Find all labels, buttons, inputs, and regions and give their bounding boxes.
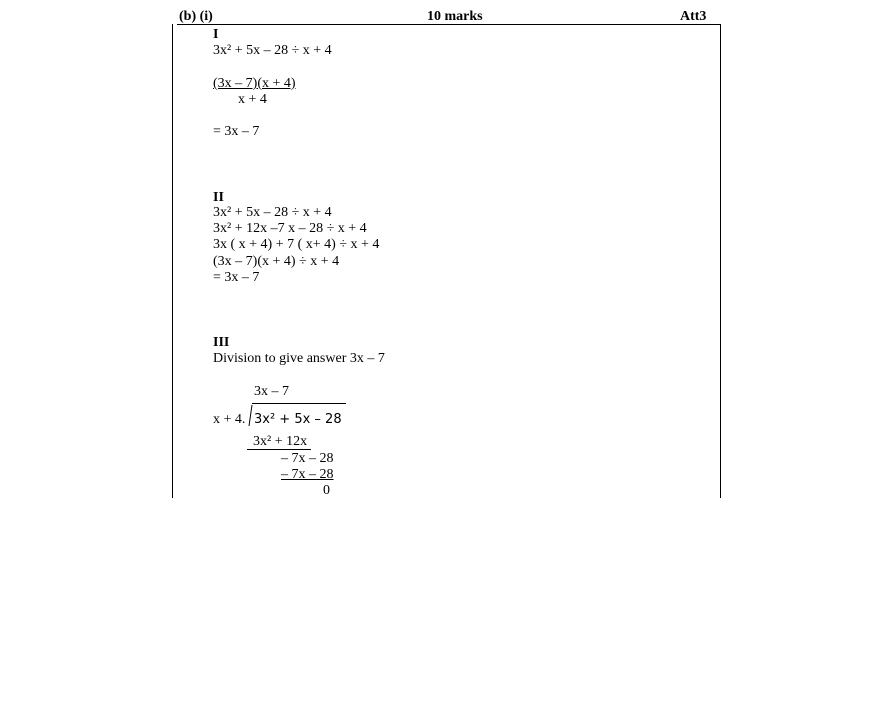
method-2-label: II — [213, 190, 224, 205]
header-row — [177, 8, 720, 25]
part-label: (b) (i) — [179, 9, 213, 24]
method-2-line: = 3x – 7 — [213, 270, 260, 285]
division-dividend: 3x² + 5x – 28 — [254, 412, 342, 427]
method-2-line: (3x – 7)(x + 4) ÷ x + 4 — [213, 254, 340, 269]
method-2-line: 3x² + 5x – 28 ÷ x + 4 — [213, 205, 332, 220]
method-2-line: 3x² + 12x –7 x – 28 ÷ x + 4 — [213, 221, 367, 236]
division-underline — [247, 449, 311, 450]
method-3-description: Division to give answer 3x – 7 — [213, 351, 385, 366]
method-1-result: = 3x – 7 — [213, 124, 260, 139]
division-divisor: x + 4. — [213, 412, 246, 427]
division-step: 3x² + 12x — [253, 434, 308, 449]
division-bar — [252, 403, 346, 404]
method-1-expression: 3x² + 5x – 28 ÷ x + 4 — [213, 43, 332, 58]
division-quotient: 3x – 7 — [254, 384, 289, 399]
method-1-label: I — [213, 27, 219, 42]
method-3-label: III — [213, 335, 230, 350]
attempt-label: Att3 — [680, 9, 707, 24]
method-1-denominator: x + 4 — [238, 92, 267, 107]
marks-label: 10 marks — [427, 9, 483, 24]
method-1-numerator: (3x – 7)(x + 4) — [213, 76, 296, 91]
division-step: – 7x – 28 — [281, 467, 334, 482]
division-remainder: 0 — [323, 483, 330, 498]
division-step: – 7x – 28 — [281, 451, 334, 466]
method-2-line: 3x ( x + 4) + 7 ( x+ 4) ÷ x + 4 — [213, 237, 380, 252]
